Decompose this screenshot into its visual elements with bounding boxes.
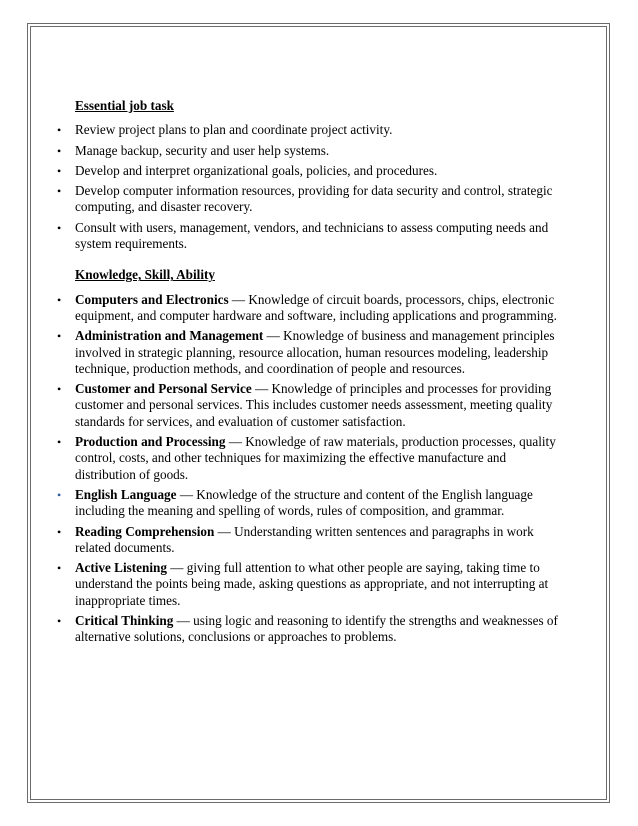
ksa-term: Production and Processing xyxy=(75,434,226,450)
list-item xyxy=(57,434,567,483)
ksa-term: Customer and Personal Service xyxy=(75,381,252,397)
ksa-description: — Knowledge of principles and processes for providing customer and personal services. This includes customer needs assessment, meeting quality standards for services, and evaluation of customer satisfaction. xyxy=(75,381,553,429)
bullet-icon: • xyxy=(57,435,62,450)
list-item xyxy=(57,163,567,179)
ksa-term: Reading Comprehension xyxy=(75,523,215,539)
bullet-icon: • xyxy=(57,382,62,397)
essential-job-task-heading: Essential job task xyxy=(75,98,174,113)
list-item xyxy=(57,220,567,253)
bullet-icon: • xyxy=(57,561,62,576)
list-item xyxy=(57,524,567,557)
ksa-list xyxy=(57,292,567,646)
list-item xyxy=(57,560,567,609)
ksa-description: — Knowledge of raw materials, production processes, quality control, costs, and other techniques for maximizing the effective manufacture and distribution of goods. xyxy=(75,434,556,482)
list-item xyxy=(57,292,567,325)
ksa-description: — giving full attention to what other people are saying, taking time to understand the points being made, asking questions as appropriate, and not interrupting at inappropriate times. xyxy=(75,560,549,608)
list-item xyxy=(57,613,567,646)
bullet-icon: • xyxy=(57,123,62,138)
essential-task-list xyxy=(57,122,567,252)
bullet-icon: • xyxy=(57,184,62,199)
bullet-icon: • xyxy=(57,143,62,158)
bullet-icon: • xyxy=(57,614,62,629)
ksa-description: — Knowledge of circuit boards, processors, chips, electronic equipment, and computer hardware and software, including applications and programming. xyxy=(75,291,557,323)
list-item-text: Consult with users, management, vendors, and technicians to assess computing needs and system requirements. xyxy=(75,219,549,252)
list-item-text: Develop computer information resources, providing for data security and control, strategic computing, and disaster recovery. xyxy=(75,183,553,215)
list-item xyxy=(57,487,567,520)
ksa-description: — Understanding written sentences and paragraphs in work related documents. xyxy=(75,523,534,555)
ksa-term: Critical Thinking xyxy=(75,613,174,629)
ksa-term: Administration and Management xyxy=(75,328,264,344)
list-item xyxy=(57,328,567,377)
list-item xyxy=(57,381,567,430)
ksa-term: Active Listening xyxy=(75,560,167,576)
ksa-description: — Knowledge of business and management principles involved in strategic planning, resource allocation, human resources modeling, leadership technique, production methods, and coordination of people and resources. xyxy=(75,328,555,376)
list-item xyxy=(57,122,567,138)
ksa-term: English Language xyxy=(75,486,177,502)
bullet-icon: • xyxy=(57,292,62,307)
ksa-description: — using logic and reasoning to identify the strengths and weaknesses of alternative solutions, conclusions or approaches to problems. xyxy=(75,613,558,645)
ksa-heading: Knowledge, Skill, Ability xyxy=(75,267,215,283)
bullet-icon: • xyxy=(57,220,62,235)
bullet-icon: • xyxy=(57,487,62,502)
ksa-description: — Knowledge of the structure and content of the English language including the meaning and spelling of words, rules of composition, and grammar. xyxy=(75,486,533,519)
list-item-text: Review project plans to plan and coordinate project activity. xyxy=(75,122,393,138)
ksa-term: Computers and Electronics xyxy=(75,291,229,307)
list-item xyxy=(57,143,567,159)
bullet-icon: • xyxy=(57,524,62,539)
document-content xyxy=(57,98,567,650)
list-item-text: Develop and interpret organizational goals, policies, and procedures. xyxy=(75,162,438,178)
bullet-icon: • xyxy=(57,329,62,344)
bullet-icon: • xyxy=(57,163,62,178)
list-item xyxy=(57,183,567,216)
list-item-text: Manage backup, security and user help systems. xyxy=(75,142,330,158)
